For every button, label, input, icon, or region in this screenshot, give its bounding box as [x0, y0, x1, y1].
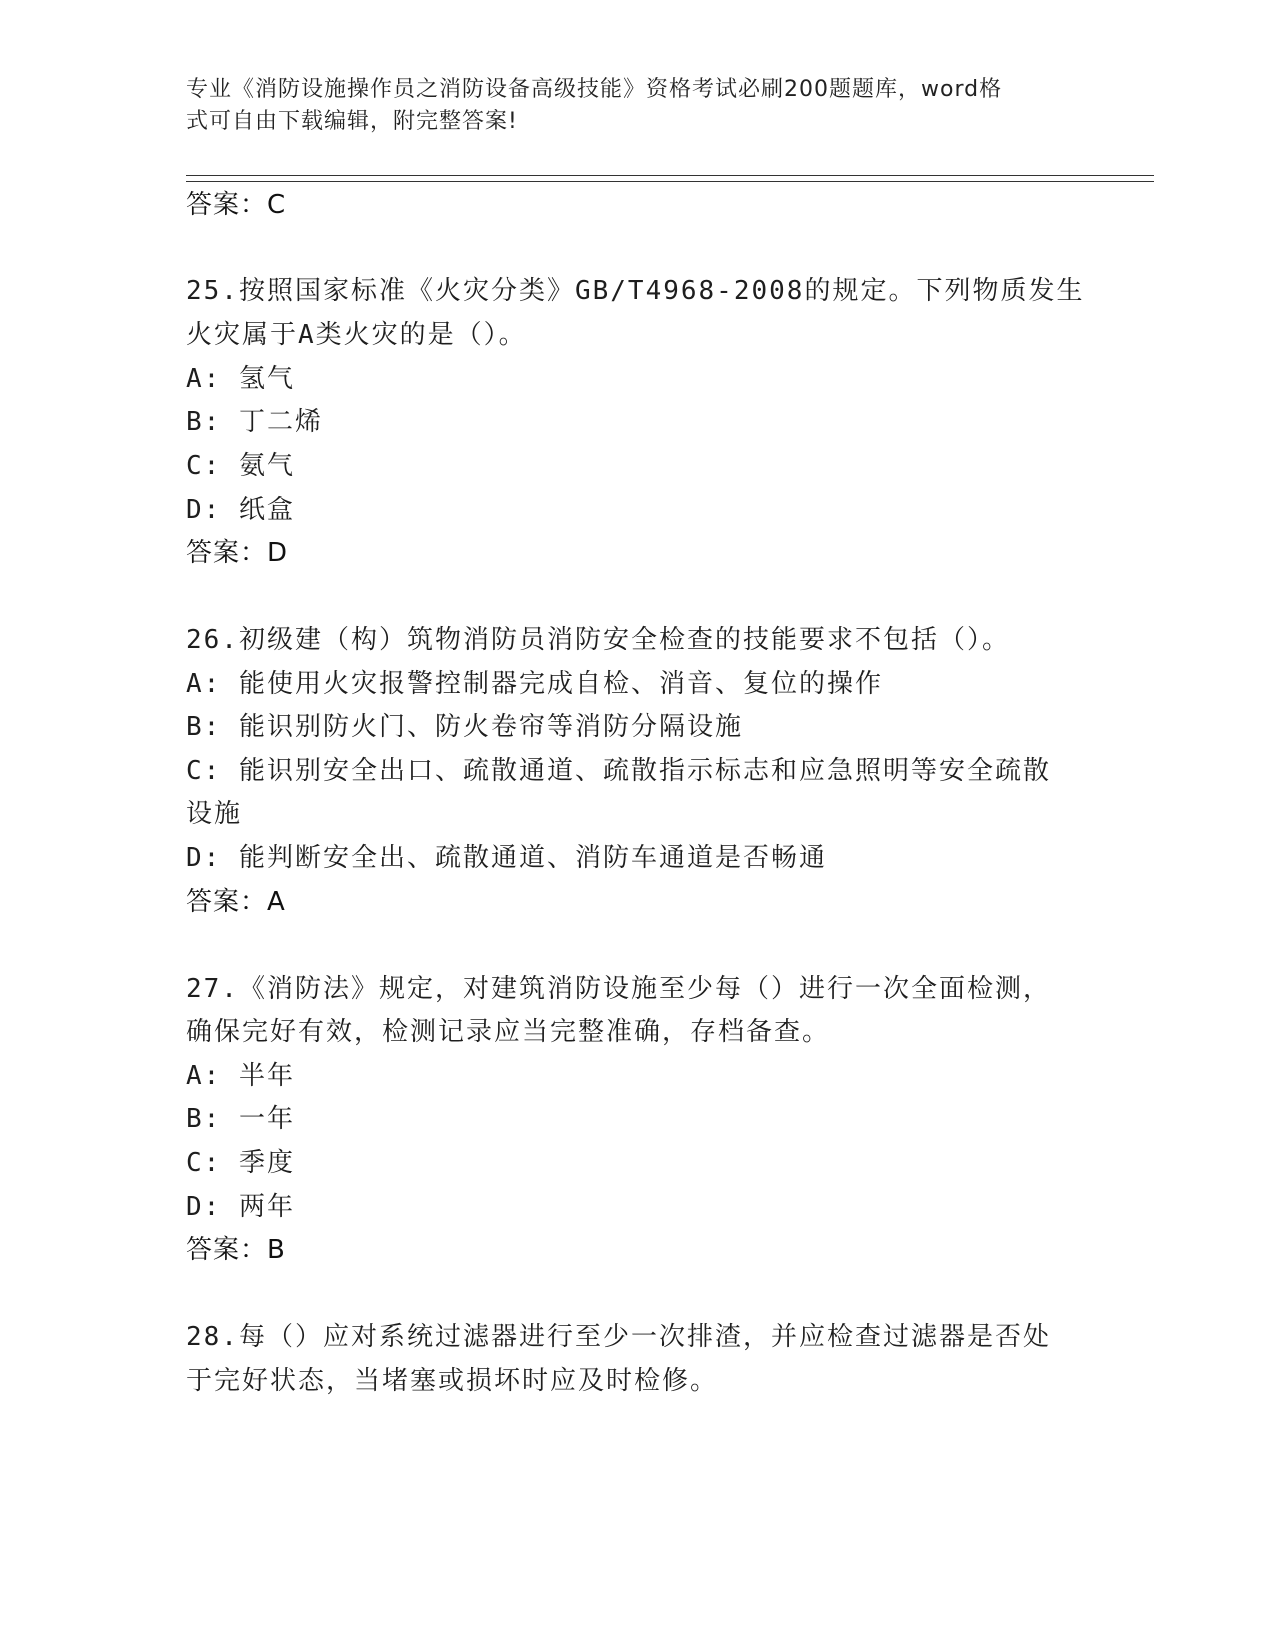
- question-28-stem-line-1: 28.每（）应对系统过滤器进行至少一次排渣，并应检查过滤器是否处: [186, 1322, 1051, 1352]
- question-25-option-c: C: 氨气: [186, 451, 295, 481]
- question-26-option-a: A: 能使用火灾报警控制器完成自检、消音、复位的操作: [186, 669, 883, 699]
- header-divider-bottom: [186, 181, 1154, 182]
- header-divider-top: [186, 175, 1154, 176]
- question-26-option-c-continued: 设施: [186, 799, 243, 829]
- question-26-option-c: C: 能识别安全出口、疏散通道、疏散指示标志和应急照明等安全疏散: [186, 756, 1051, 786]
- question-26-option-b: B: 能识别防火门、防火卷帘等消防分隔设施: [186, 712, 743, 742]
- document-header: [186, 74, 1066, 138]
- question-25-option-d: D: 纸盒: [186, 495, 295, 525]
- question-28-stem-line-2: 于完好状态，当堵塞或损坏时应及时检修。: [186, 1366, 719, 1396]
- question-25-stem-line-2: 火灾属于A类火灾的是（）。: [186, 320, 527, 350]
- question-25-option-a: A: 氢气: [186, 364, 295, 394]
- question-26-option-d: D: 能判断安全出、疏散通道、消防车通道是否畅通: [186, 843, 827, 873]
- question-27-stem-line-1: 27.《消防法》规定，对建筑消防设施至少每（）进行一次全面检测，: [186, 974, 1051, 1004]
- question-25-stem-line-1: 25.按照国家标准《火灾分类》GB/T4968-2008的规定。下列物质发生: [186, 276, 1085, 306]
- header-line-1: 专业《消防设施操作员之消防设备高级技能》资格考试必刷200题题库，word格: [186, 77, 1003, 102]
- question-25-option-b: B: 丁二烯: [186, 407, 323, 437]
- question-27-stem-line-2: 确保完好有效，检测记录应当完整准确，存档备查。: [186, 1017, 831, 1047]
- header-line-2: 式可自由下载编辑，附完整答案!: [186, 109, 518, 134]
- question-27-option-b: B: 一年: [186, 1104, 295, 1134]
- question-27-option-c: C: 季度: [186, 1148, 295, 1178]
- question-27-answer: 答案：B: [186, 1235, 286, 1265]
- question-27-option-d: D: 两年: [186, 1192, 295, 1222]
- question-25-answer: 答案：D: [186, 538, 289, 568]
- question-26-answer: 答案：A: [186, 887, 286, 917]
- question-26-stem-line-1: 26.初级建（构）筑物消防员消防安全检查的技能要求不包括（）。: [186, 625, 1010, 655]
- answer-previous: 答案：C: [186, 190, 287, 220]
- question-27-option-a: A: 半年: [186, 1061, 295, 1091]
